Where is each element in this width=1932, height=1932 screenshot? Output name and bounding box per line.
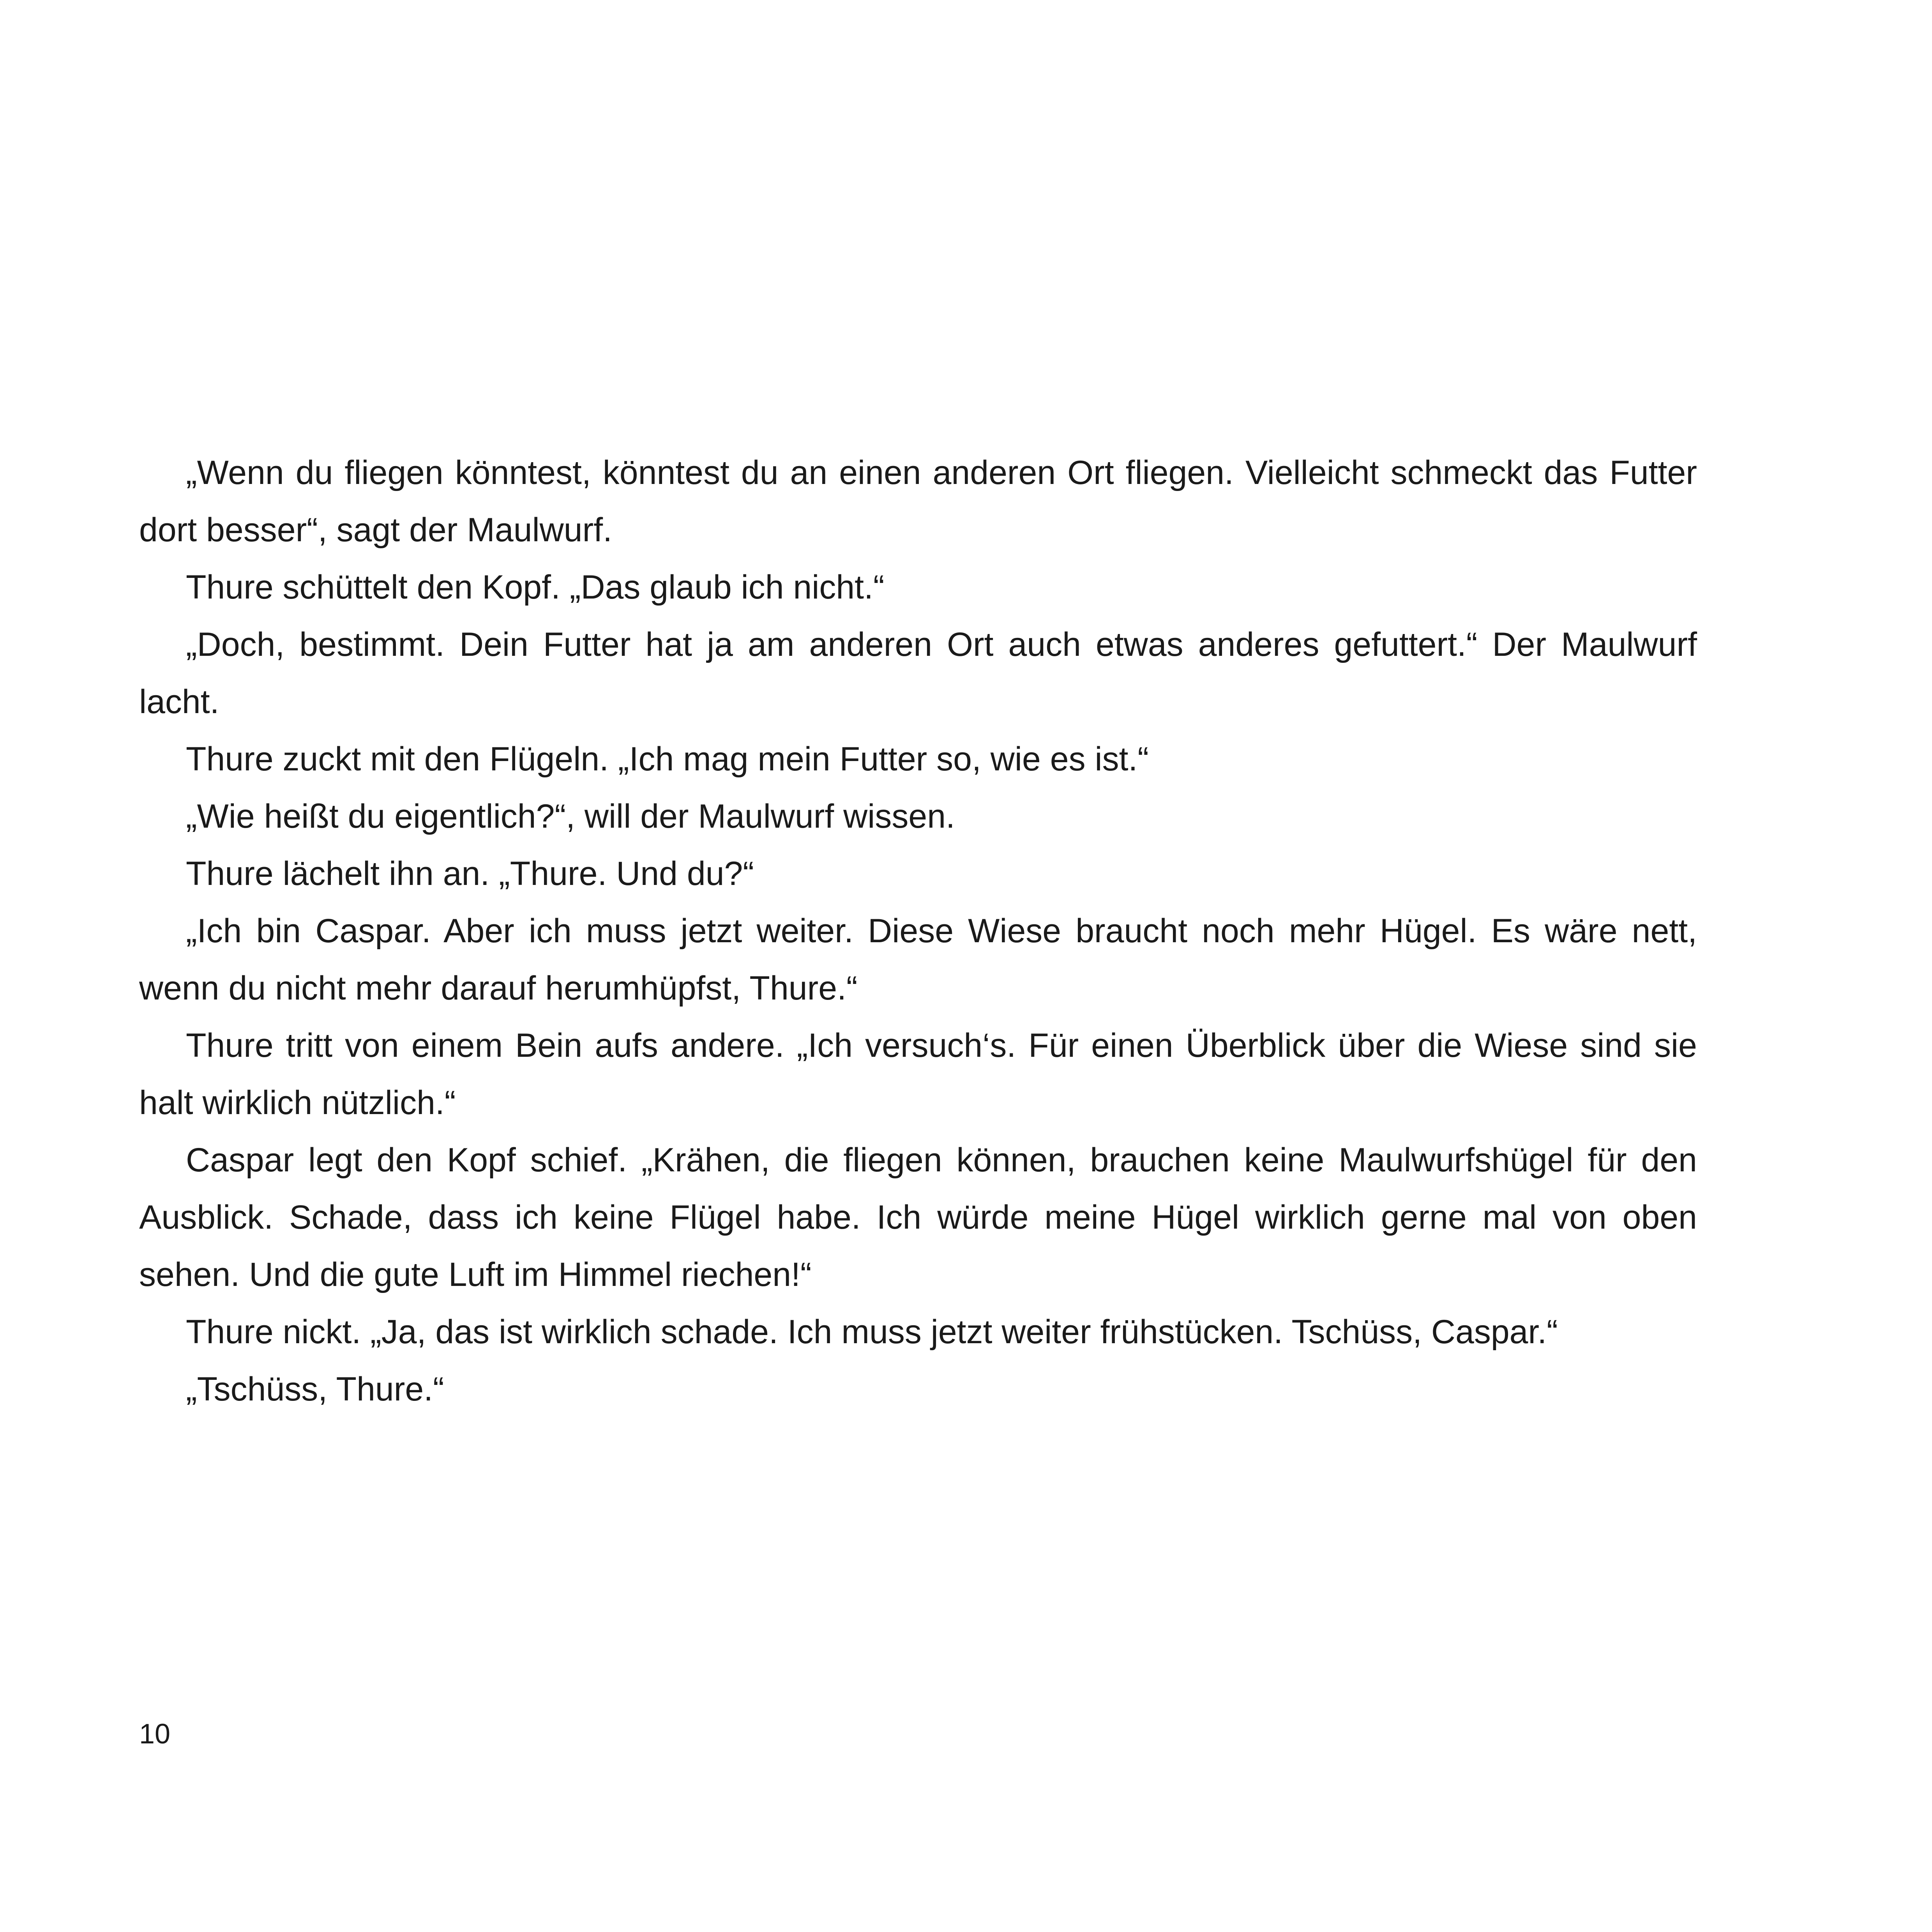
paragraph: „Doch, bestimmt. Dein Futter hat ja am anderen Ort auch etwas anderes gefuttert.“ Der Maulwurf lacht.	[139, 626, 1697, 721]
story-text	[139, 444, 1697, 1418]
paragraph: Caspar legt den Kopf schief. „Krähen, die fliegen können, brauchen keine Maulwurfshügel für den Ausblick. Schade, dass ich keine Flügel habe. Ich würde meine Hügel wirklich gerne mal von oben sehen. Und die gute Luft im Himmel riechen!“	[139, 1141, 1697, 1293]
paragraph: „Wenn du fliegen könntest, könntest du an einen anderen Ort fliegen. Vielleicht schmeckt das Futter dort besser“, sagt der Maulwurf.	[139, 454, 1697, 549]
paragraph: Thure lächelt ihn an. „Thure. Und du?“	[186, 855, 754, 892]
page-number: 10	[139, 1718, 171, 1750]
paragraph: Thure tritt von einem Bein aufs andere. „Ich versuch‘s. Für einen Überblick über die Wiese sind sie halt wirklich nützlich.“	[139, 1027, 1697, 1121]
paragraph: „Ich bin Caspar. Aber ich muss jetzt weiter. Diese Wiese braucht noch mehr Hügel. Es wäre nett, wenn du nicht mehr darauf herumhüpfst, Thure.“	[139, 912, 1697, 1007]
paragraph: Thure zuckt mit den Flügeln. „Ich mag mein Futter so, wie es ist.“	[186, 740, 1149, 778]
paragraph: Thure schüttelt den Kopf. „Das glaub ich nicht.“	[186, 569, 885, 606]
paragraph: „Tschüss, Thure.“	[186, 1370, 444, 1408]
paragraph: „Wie heißt du eigentlich?“, will der Maulwurf wissen.	[186, 798, 955, 835]
paragraph: Thure nickt. „Ja, das ist wirklich schade. Ich muss jetzt weiter frühstücken. Tschüss, Caspar.“	[186, 1313, 1558, 1351]
